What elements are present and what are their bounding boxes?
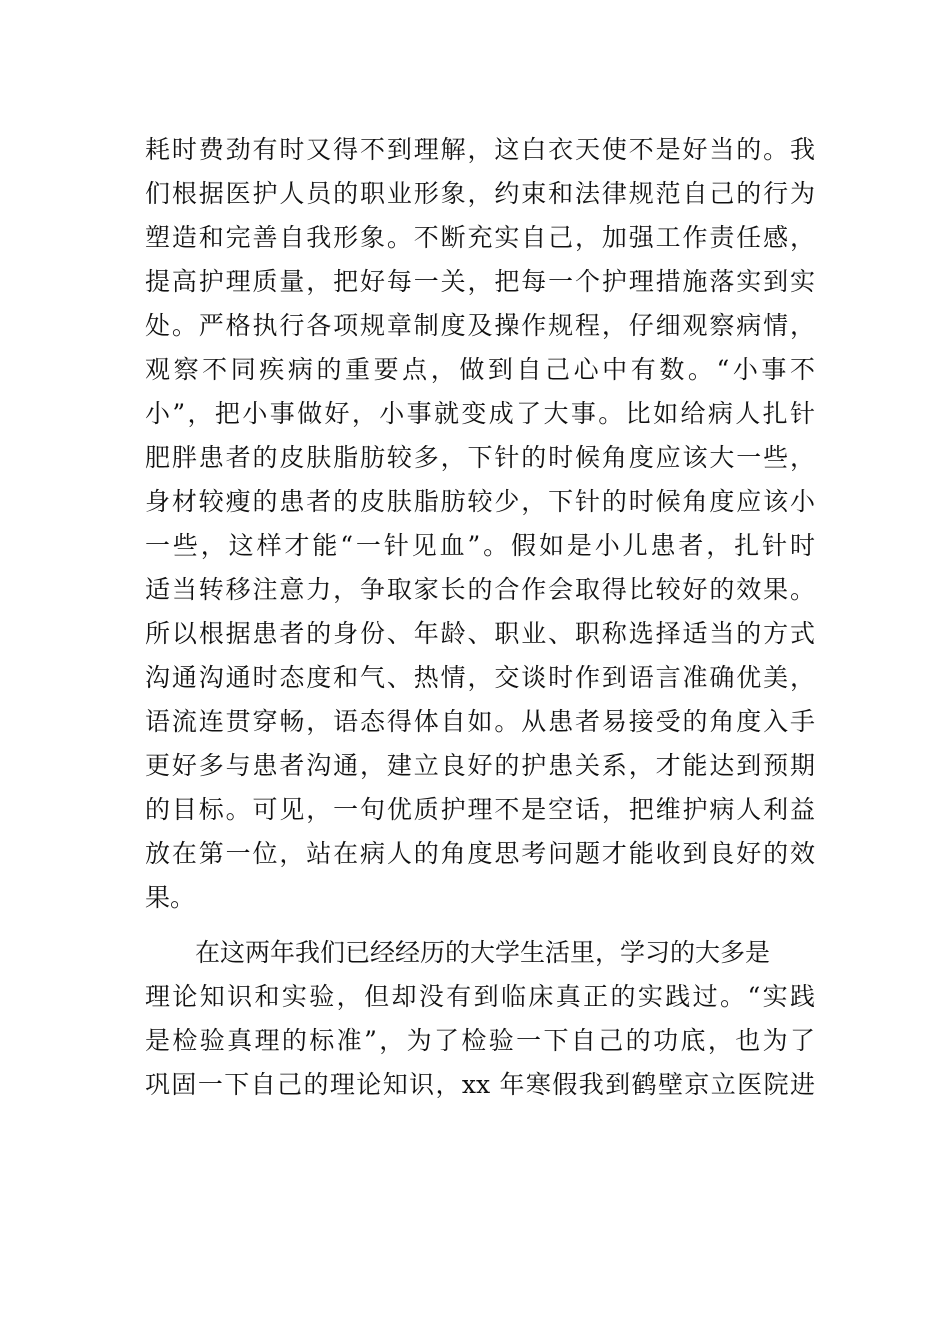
- text-line: 所以根据患者的身份、年龄、职业、职称选择适当的方式: [145, 619, 815, 648]
- text-line: 是检验真理的标准”，为了检验一下自己的功底，也为了: [145, 1026, 815, 1055]
- text-line: 小”，把小事做好，小事就变成了大事。比如给病人扎针: [145, 399, 815, 428]
- text-line: 肥胖患者的皮肤脂肪较多，下针的时候角度应该大一些，: [145, 443, 815, 472]
- paragraph-spacer: [145, 920, 815, 931]
- text-line: 一些，这样才能“一针见血”。假如是小儿患者，扎针时: [145, 531, 815, 560]
- text-line: 在这两年我们已经经历的大学生活里，学习的大多是: [145, 938, 771, 967]
- document-body: [145, 128, 815, 1107]
- paragraph: [145, 128, 815, 920]
- text-line: 沟通沟通时态度和气、热情，交谈时作到语言准确优美，: [145, 663, 815, 692]
- paragraph: [145, 931, 815, 1107]
- text-line: 观察不同疾病的重要点，做到自己心中有数。“小事不: [145, 355, 815, 384]
- text-line: 耗时费劲有时又得不到理解，这白衣天使不是好当的。我: [145, 135, 815, 164]
- text-line: 放在第一位，站在病人的角度思考问题才能收到良好的效: [145, 839, 815, 868]
- text-line: 们根据医护人员的职业形象，约束和法律规范自己的行为: [145, 179, 815, 208]
- text-line: 的目标。可见，一句优质护理不是空话，把维护病人利益: [145, 795, 815, 824]
- text-line: 适当转移注意力，争取家长的合作会取得比较好的效果。: [145, 575, 815, 604]
- text-line: 巩固一下自己的理论知识，xx 年寒假我到鹤壁京立医院进: [145, 1070, 815, 1099]
- text-line: 果。: [145, 883, 196, 912]
- text-line: 更好多与患者沟通，建立良好的护患关系，才能达到预期: [145, 751, 815, 780]
- text-line: 处。严格执行各项规章制度及操作规程，仔细观察病情，: [145, 311, 815, 340]
- text-line: 语流连贯穿畅，语态得体自如。从患者易接受的角度入手: [145, 707, 815, 736]
- text-line: 塑造和完善自我形象。不断充实自己，加强工作责任感，: [145, 223, 815, 252]
- text-line: 身材较瘦的患者的皮肤脂肪较少，下针的时候角度应该小: [145, 487, 815, 516]
- text-line: 理论知识和实验，但却没有到临床真正的实践过。“实践: [145, 982, 815, 1011]
- text-line: 提高护理质量，把好每一关，把每一个护理措施落实到实: [145, 267, 815, 296]
